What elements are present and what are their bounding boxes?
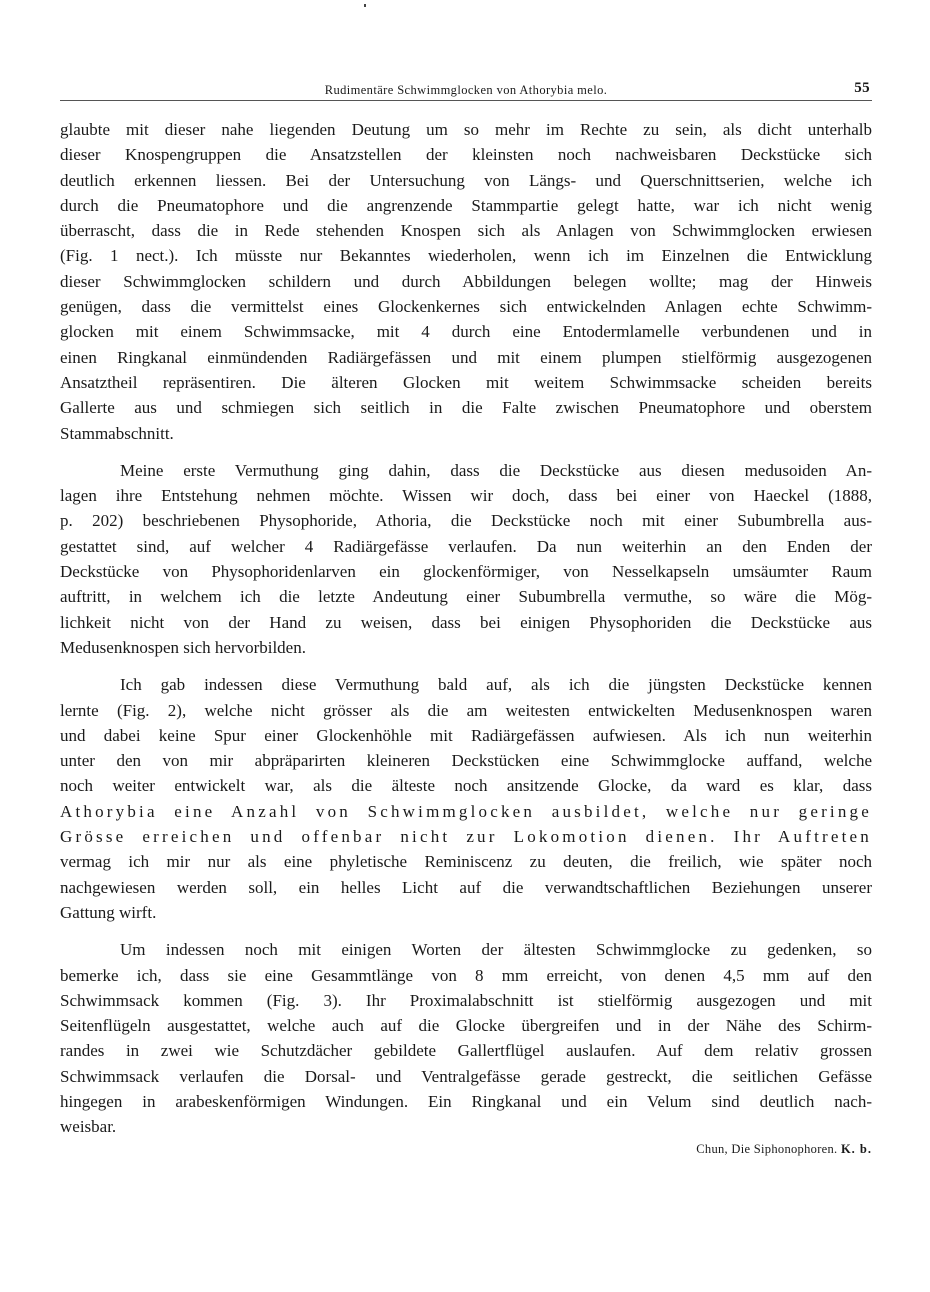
text-line: lernte (Fig. 2), welche nicht grösser als die am weitesten entwickelten Medusenknospen waren	[60, 700, 872, 720]
text-line: dieser Schwimmglocken schildern und durch Abbildungen belegen wollte; mag der Hinweis	[60, 271, 872, 291]
text-line: Medusenknospen sich hervorbilden.	[60, 637, 306, 657]
text-line: Meine erste Vermuthung ging dahin, dass die Deckstücke aus diesen medusoiden An-	[120, 460, 872, 480]
text-line: deutlich erkennen liessen. Bei der Untersuchung von Längs- und Querschnittserien, welche ich	[60, 170, 872, 190]
text-line: Gattung wirft.	[60, 902, 157, 922]
text-line: glaubte mit dieser nahe liegenden Deutung um so mehr im Rechte zu sein, als dicht unterhalb	[60, 120, 872, 139]
footer-signature	[696, 1142, 872, 1157]
text-line: unter den von mir abpräparirten kleineren Deckstücken eine Schwimmglocke auffand, welche	[60, 751, 872, 771]
text-line: hingegen in arabeskenförmigen Windungen. Ein Ringkanal und ein Velum sind deutlich nach-	[60, 1091, 872, 1111]
paragraph-2	[60, 458, 872, 660]
sheet-mark: K. b.	[840, 1142, 872, 1156]
text-line: Schwimmsack kommen (Fig. 3). Ihr Proximalabschnitt ist stielförmig ausgezogen und mit	[60, 990, 872, 1010]
signature-text: Chun, Die Siphonophoren.	[696, 1142, 838, 1156]
text-line: lagen ihre Entstehung nehmen möchte. Wissen wir doch, dass bei einer von Haeckel (1888,	[60, 486, 872, 506]
text-line: bemerke ich, dass sie eine Gesammtlänge von 8 mm erreicht, von denen 4,5 mm auf den	[60, 965, 872, 985]
text-line: Um indessen noch mit einigen Worten der ältesten Schwimmglocke zu gedenken, so	[120, 940, 872, 960]
text-line: nachgewiesen werden soll, ein helles Licht auf die verwandtschaftlichen Beziehungen unserer	[60, 877, 872, 897]
text-line: genügen, dass die vermittelst eines Glockenkernes sich entwickelnden Anlagen echte Schwimm-	[60, 297, 872, 317]
text-line: p. 202) beschriebenen Physophoride, Athoria, die Deckstücke noch mit einer Subumbrella aus-	[60, 511, 872, 531]
text-line: einen Ringkanal einmündenden Radiärgefässen und mit einem plumpen stielförmig ausgezogenen	[60, 347, 872, 367]
running-head	[60, 78, 872, 101]
text-line: noch weiter entwickelt war, als die älteste noch ansitzende Glocke, da ward es klar, dass	[60, 776, 872, 796]
text-line: weisbar.	[60, 1117, 117, 1137]
document-page	[60, 78, 872, 1156]
text-line: Deckstücke von Physophoridenlarven ein glockenförmiger, von Nesselkapseln umsäumter Raum	[60, 562, 872, 582]
text-line: lichkeit nicht von der Hand zu weisen, dass bei einigen Physophoriden die Deckstücke aus	[60, 612, 872, 632]
text-line: auftritt, in welchem ich die letzte Andeutung einer Subumbrella vermuthe, so wäre die Mög-	[60, 587, 872, 607]
text-line: Schwimmsack verlaufen die Dorsal- und Ventralgefässe gerade gestreckt, die seitlichen Gefässe	[60, 1066, 872, 1086]
text-line: Ich gab indessen diese Vermuthung bald auf, als ich die jüngsten Deckstücke kennen	[120, 675, 872, 695]
text-line: (Fig. 1 nect.). Ich müsste nur Bekanntes wiederholen, wenn ich im Einzelnen die Entwicklung	[60, 246, 872, 266]
text-line: glocken mit einem Schwimmsacke, mit 4 durch eine Entodermlamelle verbundenen und in	[60, 322, 872, 342]
paragraph-4	[60, 937, 872, 1139]
text-line: randes in zwei wie Schutzdächer gebildete Gallertflügel auslaufen. Auf dem relativ grossen	[60, 1041, 872, 1061]
text-line: gestattet sind, auf welcher 4 Radiärgefässe verlaufen. Da nun weiterhin an den Enden der	[60, 536, 872, 556]
text-line: und dabei keine Spur einer Glockenhöhle mit Radiärgefässen aufwiesen. Als ich nun weiterhin	[60, 725, 872, 745]
text-line: Grösse erreichen und offenbar nicht zur Lokomotion dienen. Ihr Auftreten	[60, 827, 872, 847]
text-line: dieser Knospengruppen die Ansatzstellen der kleinsten noch nachweisbaren Deckstücke sich	[60, 145, 872, 165]
text-line: Gallerte aus und schmiegen sich seitlich in die Falte zwischen Pneumatophore und oberstem	[60, 398, 872, 418]
paragraph-3	[60, 672, 872, 925]
text-line: Seitenflügeln ausgestattet, welche auch auf die Glocke übergreifen und in der Nähe des Schirm-	[60, 1016, 872, 1036]
body-text	[60, 117, 872, 1140]
text-line: Ansatztheil repräsentiren. Die älteren Glocken mit weitem Schwimmsacke scheiden bereits	[60, 372, 872, 392]
text-line: vermag ich mir nur als eine phyletische Reminiscenz zu deuten, die freilich, wie später noch	[60, 852, 872, 872]
text-line: Stammabschnitt.	[60, 423, 174, 443]
text-line: Athorybia eine Anzahl von Schwimmglocken ausbildet, welche nur geringe	[60, 801, 872, 821]
paragraph-1	[60, 117, 872, 446]
text-line: durch die Pneumatophore und die angrenzende Stammpartie gelegt hatte, war ich nicht wenig	[60, 195, 872, 215]
page-number: 55	[854, 80, 870, 96]
text-line: überrascht, dass die in Rede stehenden Knospen sich als Anlagen von Schwimmglocken erwiesen	[60, 221, 872, 241]
running-title: Rudimentäre Schwimmglocken von Athorybia melo.	[324, 83, 608, 97]
print-speck	[364, 4, 366, 7]
